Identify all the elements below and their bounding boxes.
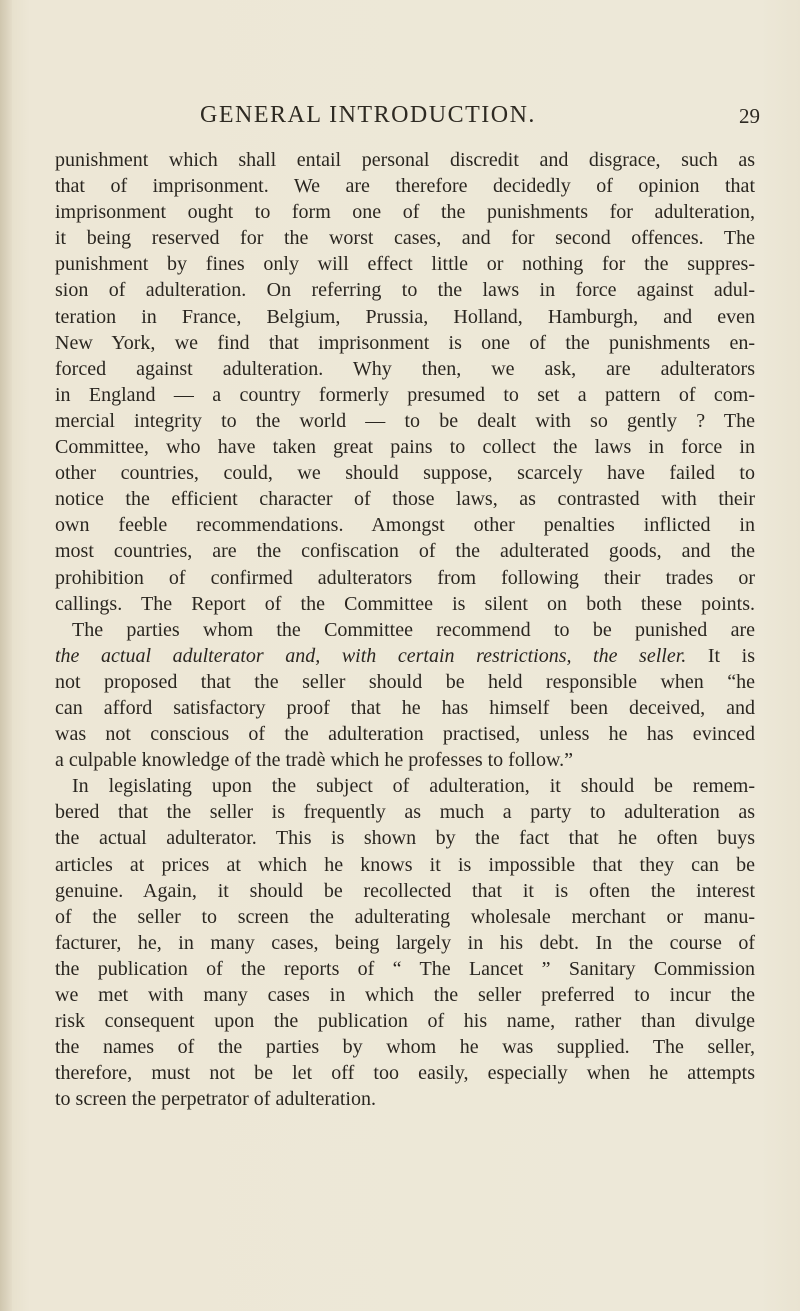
text-segment: articles at prices at which he knows it is impossible that they can be xyxy=(55,853,755,876)
text-line xyxy=(55,799,755,825)
text-line xyxy=(55,825,755,851)
text-segment: prohibition of confirmed adulterators from following their trades or xyxy=(55,566,755,589)
text-line xyxy=(55,1008,755,1034)
text-segment: in England — a country formerly presumed to set a pattern of com- xyxy=(55,383,755,406)
running-head: GENERAL INTRODUCTION. xyxy=(200,102,536,128)
text-segment: The parties whom the Committee recommend to be punished are xyxy=(72,618,755,641)
text-line xyxy=(55,277,755,303)
italic-segment: the actual adulterator and, with certain restrictions, the seller. xyxy=(55,644,687,667)
text-segment: bered that the seller is frequently as much a party to adulteration as xyxy=(55,801,755,824)
text-line xyxy=(55,773,755,799)
text-segment: genuine. Again, it should be recollected that it is often the interest xyxy=(55,879,755,902)
text-segment: therefore, must not be let off too easily, especially when he attempts xyxy=(55,1062,755,1085)
text-segment: mercial integrity to the world — to be dealt with so gently ? The xyxy=(55,409,755,432)
text-line xyxy=(55,695,755,721)
text-segment: It is xyxy=(686,644,755,667)
text-line xyxy=(55,330,755,356)
page-header xyxy=(200,102,760,136)
text-line xyxy=(55,173,755,199)
text-segment: forced against adulteration. Why then, we ask, are adulterators xyxy=(55,357,755,380)
text-line xyxy=(55,199,755,225)
text-line xyxy=(55,434,755,460)
text-segment: callings. The Report of the Committee is silent on both these points. xyxy=(55,592,755,615)
text-segment: facturer, he, in many cases, being largely in his debt. In the course of xyxy=(55,931,755,954)
text-line xyxy=(55,304,755,330)
text-segment: of the seller to screen the adulterating wholesale merchant or manu- xyxy=(55,905,755,928)
text-line xyxy=(55,643,755,669)
text-line xyxy=(55,721,755,747)
text-line xyxy=(55,147,755,173)
text-segment: punishment by fines only will effect little or nothing for the suppres- xyxy=(55,253,755,276)
text-segment: Committee, who have taken great pains to collect the laws in force in xyxy=(55,436,755,459)
text-line xyxy=(55,460,755,486)
text-segment: the actual adulterator. This is shown by the fact that he often buys xyxy=(55,827,755,850)
text-segment: we met with many cases in which the seller preferred to incur the xyxy=(55,984,755,1006)
text-line xyxy=(55,852,755,878)
text-line xyxy=(55,251,755,277)
text-line xyxy=(55,356,755,382)
text-segment: punishment which shall entail personal discredit and disgrace, such as xyxy=(55,149,755,171)
text-line xyxy=(55,382,755,408)
text-line xyxy=(55,1060,755,1086)
page-binding-edge xyxy=(0,0,12,1311)
text-segment: the names of the parties by whom he was supplied. The seller, xyxy=(55,1036,755,1059)
text-line xyxy=(55,225,755,251)
text-line xyxy=(55,617,755,643)
text-segment: notice the efficient character of those laws, as contrasted with their xyxy=(55,488,755,511)
text-line xyxy=(55,591,755,617)
text-line xyxy=(55,538,755,564)
text-segment: the publication of the reports of “ The Lancet ” Sanitary Commission xyxy=(55,957,755,980)
text-line xyxy=(55,982,755,1008)
body-text xyxy=(55,147,755,1112)
text-segment: other countries, could, we should suppose, scarcely have failed to xyxy=(55,462,755,485)
text-segment: to screen the perpetrator of adulteration. xyxy=(55,1088,376,1111)
text-line xyxy=(55,747,755,773)
text-line xyxy=(55,904,755,930)
text-line xyxy=(55,1086,755,1112)
text-segment: risk consequent upon the publication of his name, rather than divulge xyxy=(55,1010,755,1033)
text-line xyxy=(55,486,755,512)
text-segment: a culpable knowledge of the tradè which he professes to follow.” xyxy=(55,749,573,772)
text-segment: imprisonment ought to form one of the punishments for adulteration, xyxy=(55,201,755,224)
text-line xyxy=(55,1034,755,1060)
text-segment: that of imprisonment. We are therefore decidedly of opinion that xyxy=(55,175,755,198)
text-segment: not proposed that the seller should be held responsible when “he xyxy=(55,670,755,693)
text-segment: most countries, are the confiscation of the adulterated goods, and the xyxy=(55,540,755,563)
text-line xyxy=(55,408,755,434)
text-line xyxy=(55,669,755,695)
text-line xyxy=(55,565,755,591)
text-line xyxy=(55,878,755,904)
page-number: 29 xyxy=(739,104,760,128)
text-line xyxy=(55,930,755,956)
text-segment: can afford satisfactory proof that he has himself been deceived, and xyxy=(55,696,755,719)
text-line xyxy=(55,956,755,982)
text-segment: own feeble recommendations. Amongst other penalties inflicted in xyxy=(55,514,755,537)
text-segment: In legislating upon the subject of adulteration, it should be remem- xyxy=(72,775,755,798)
text-segment: sion of adulteration. On referring to the laws in force against adul- xyxy=(55,279,755,302)
text-segment: it being reserved for the worst cases, and for second offences. The xyxy=(55,227,755,250)
text-segment: New York, we find that imprisonment is one of the punishments en- xyxy=(55,331,755,354)
text-line xyxy=(55,512,755,538)
text-segment: was not conscious of the adulteration practised, unless he has evinced xyxy=(55,723,755,746)
text-segment: teration in France, Belgium, Prussia, Holland, Hamburgh, and even xyxy=(55,305,755,328)
